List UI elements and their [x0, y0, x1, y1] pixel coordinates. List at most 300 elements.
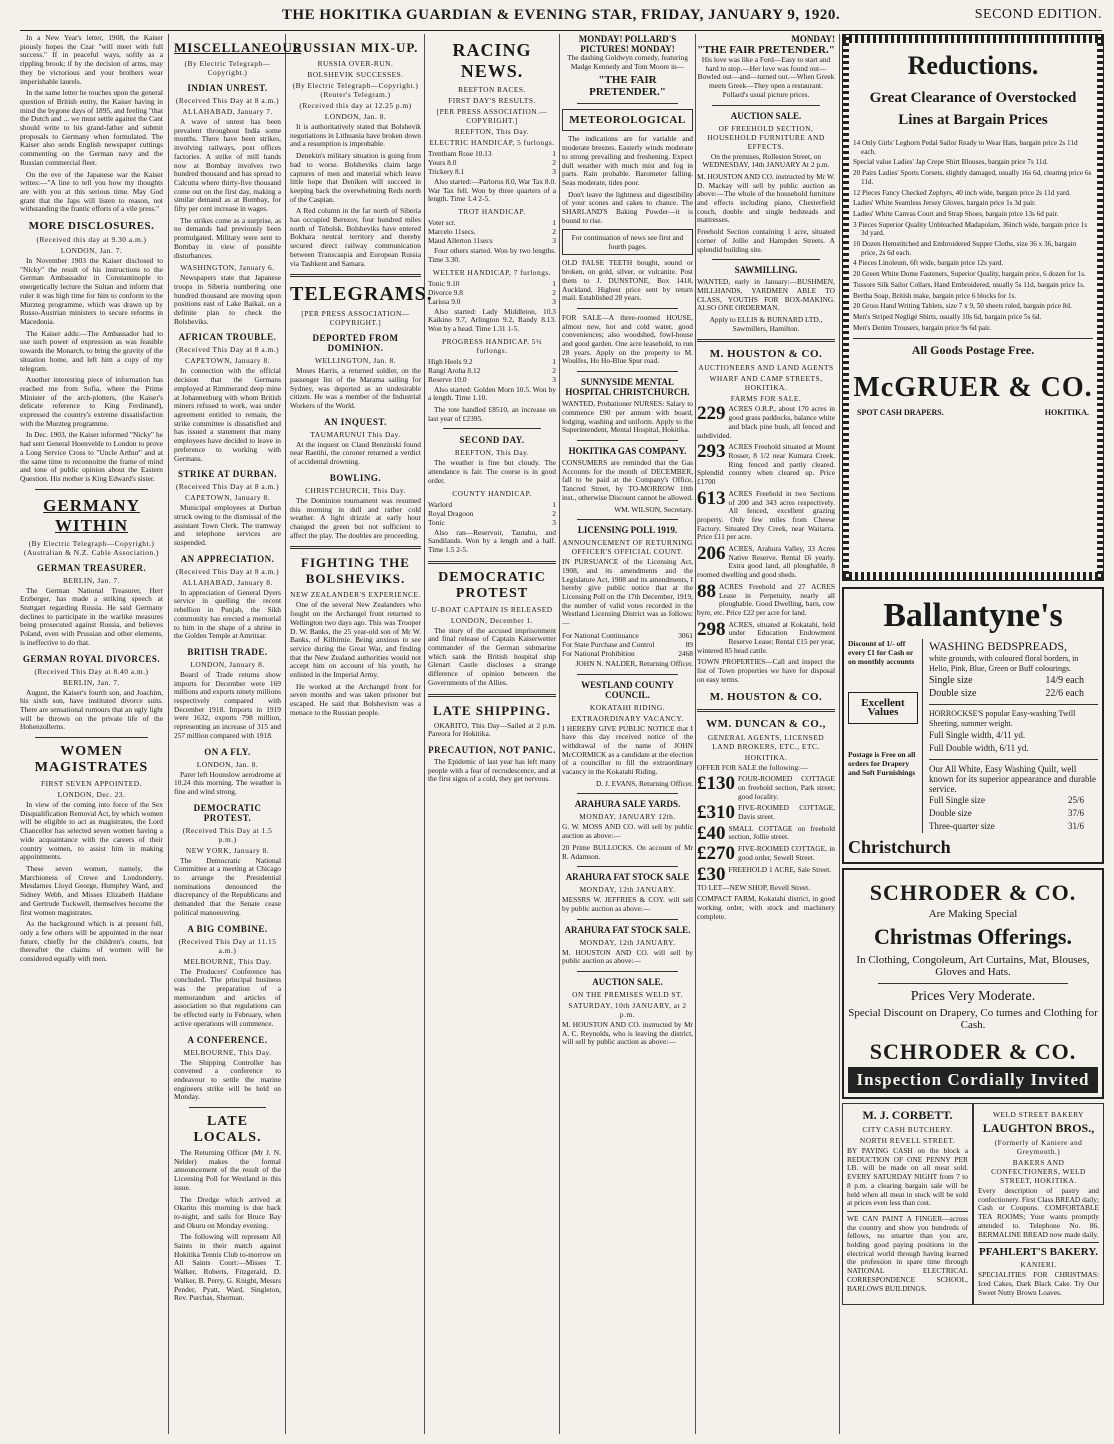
list-item: 4 Pieces Linoleum, 6ft wide, bargain price 12s yard.	[853, 259, 1004, 268]
dateline: LONDON, Jan. 8.	[324, 112, 387, 121]
headline-licensing-poll: LICENSING POLL 1919.	[577, 525, 678, 536]
farm-list	[697, 405, 835, 655]
subline: (Received This Day at 1.5 p.m.)	[182, 825, 273, 844]
sheeting-price-a: Full Single width, 4/11 yd.	[929, 730, 1026, 740]
ballantynes-left	[848, 639, 923, 833]
headline-gas: HOKITIKA GAS COMPANY.	[568, 445, 687, 456]
horse-name: Tonic	[428, 517, 445, 527]
article-para: Also started:—Parlorus 8.0, War Tax 8.0. War Tax fell. Won by three quarters of a length. Time 1.4 2-5.	[428, 177, 556, 204]
horse-name: Trentham Rose 10.13	[428, 149, 492, 158]
list-item	[697, 775, 835, 801]
dateline: LONDON, December 1.	[450, 615, 534, 625]
horse-name: Yours 8.0	[428, 158, 457, 167]
list-item	[697, 822, 835, 844]
county-text: I HEREBY GIVE PUBLIC NOTICE that I have this day received notice of the withdrawal of the name of JOHN McCORMICK as a candidate at the election of a councillor to fill the extraordinary vacancy in the Kokatahi Riding.	[562, 723, 693, 777]
poll-label: For National Continuance	[562, 630, 639, 640]
sheeting-head: HORROCKSE'S popular Easy-washing Twill Sheeting, summer weight.	[929, 709, 1076, 728]
horse-name: Larissa 9.0	[428, 296, 461, 306]
ad-gold: OLD FALSE TEETH bought, sound or broken, on gold, silver, or vulcanite. Post them to J. DUNSTONE, Box 1418, Auckland. Highest price sent by return mail. Established 28 years.	[562, 258, 693, 303]
farm-acres: 613	[697, 487, 726, 509]
auction-text: On the premises, Rolleston Street, on WEDNESDAY, 14th JANUARY At 2 p.m.	[702, 151, 830, 170]
corbett-name: M. J. CORBETT.	[862, 1108, 953, 1122]
headline-inquest: AN INQUEST.	[324, 416, 387, 427]
houston-note: Freehold Section containing 1 acre, situated corner of Jollie and Hampden Streets. A splendid building site.	[697, 227, 835, 254]
dateline: BERLIN, Jan. 7.	[63, 575, 120, 585]
electrical-ad: WE CAN PAINT A FINGER—across the country and show you hundreds of fellows, no smarter than you are, holding good paying positions in the electrical world through having learned the profession in spare time through NATIONAL ELECTRICAL CORRESPONDENCE SCHOOL, BARLOWS BUILDINGS.	[847, 1213, 968, 1293]
corbett-ad	[842, 1103, 973, 1305]
article-para: The story of the accused imprisonment and final release of Captain Kaiserwetter commander of the German submarine which sank the British hospital ship Glenart Castle discloses a strange difference of opinion between the Governments of the Allies.	[428, 625, 556, 687]
sawmill-sign: Apply to ELLIS & BURNARD LTD., Sawmillers, Hamilton.	[709, 315, 823, 333]
houston-head: M. HOUSTON & CO.	[709, 348, 823, 361]
headline-second-day: SECOND DAY.	[459, 435, 525, 446]
placing: 2	[552, 287, 556, 297]
article-para: These seven women, namely, the Marchioness of Crewe and Londonderry, Mesdames Lloyd George, Humphry Ward, and Sidney Webb, and Misses Elizabeth Haldane and Gertrude Tuckwell, themselves become the first women magistrates.	[20, 864, 163, 917]
horse-name: Rangi Aroha 8.12	[428, 365, 481, 375]
list-item: Ladies' White Canvas Court and Strap Shoes, bargain price 13s 6d pair.	[853, 209, 1059, 218]
subline: CITY CASH BUTCHERY.	[862, 1125, 953, 1134]
article-para: Also started: Lady Middleton, 10.3 Kaikino 9.7, Arlington 9.2, Randy 8.13. Won by a head. Time 1.31 1-5.	[428, 306, 556, 333]
dateline: BERLIN, Jan. 7.	[63, 677, 120, 687]
headline-precaution: PRECAUTION, NOT PANIC.	[428, 744, 556, 755]
dateline: CAPETOWN, January 8.	[185, 493, 270, 503]
article-para: In November 1903 the Kaiser disclosed to "Nicky" the result of his instructions to the German Ambassador in Constantinople to energetically lecture the Sultan and inform that ruler it was high time for him to conform to the Murzteg programme, which was drawn up by Russo-Austrian ministers to secure reforms in Macedonia.	[20, 256, 163, 326]
headline-arahura-2: ARAHURA FAT STOCK SALE.	[564, 924, 691, 935]
farm-acres: 293	[697, 441, 726, 463]
placing: 3	[552, 374, 556, 384]
headline-democratic-protest-2: DEMOCRATIC PROTEST	[438, 569, 546, 601]
size-row	[929, 794, 1098, 807]
list-item	[562, 640, 693, 649]
sheeting-price-b: Full Double width, 6/11 yd.	[929, 743, 1029, 753]
reductions-ad	[842, 34, 1104, 581]
dateline: CAPETOWN, January 8.	[185, 356, 270, 366]
article-para: In Dec. 1903, the Kaiser informed "Nicky" he had sent General Hoenvelde to London to prove a Long Service Cross to "Uncle Arthur" and at the same time to reconnoitre the frame of mind and tone of public opinion about the Eastern Question. His mother is King Edward's sister.	[20, 430, 163, 483]
subline: BOLSHEVIK SUCCESSES.	[307, 70, 404, 79]
headline-late-shipping: LATE SHIPPING.	[433, 702, 551, 718]
mcgruer-name: McGRUER & CO.	[853, 372, 1093, 404]
laughton-name: LAUGHTON BROS.,	[982, 1121, 1095, 1135]
ballantynes-right	[923, 639, 1098, 833]
race-title: WELTER HANDICAP, 7 furlongs.	[432, 267, 552, 277]
size-label: Three-quarter size	[929, 821, 995, 831]
duncan-head: WM. DUNCAN & CO.,	[706, 717, 826, 730]
masthead-title: THE HOKITIKA GUARDIAN & EVENING STAR, FRIDAY, JANUARY 9, 1920.	[281, 7, 841, 23]
size-label: Double size	[929, 808, 972, 818]
list-item	[562, 649, 693, 658]
corbett-text: BY PAYING CASH on the block a REDUCTION OF ONE PENNY PER LB. will be made on all meat sold. EVERY SATURDAY NIGHT from 7 to 8 p.m. a clearing bargain sale will be held when all meat in stock will be sold at prices even less than cost.	[847, 1146, 968, 1208]
headline-racing-news: RACING NEWS.	[452, 40, 532, 81]
subline: GENERAL AGENTS, LICENSED LAND BROKERS, ETC., ETC.	[707, 732, 825, 751]
subline: (Received This Day at 8 a.m.)	[175, 482, 280, 492]
dateline: MELBOURNE, This Day.	[183, 1047, 272, 1057]
size-row	[929, 807, 1098, 820]
list-item	[697, 863, 835, 885]
dateline: ALLAHABAD, January 8.	[182, 577, 273, 587]
article-para: As the background which is at present full, only a few others will be appointed in the near future, chiefly for the children's courts, but thereafter the claims of women will be considered equally with men.	[20, 919, 163, 964]
article-para: The Epidemic of last year has left many people with a fear of recrudescence, and at the first signs of a cold, they get nervous.	[428, 756, 556, 784]
subline: MONDAY, 12th JANUARY.	[579, 937, 676, 947]
ballantynes-ad	[842, 587, 1104, 864]
column-5	[562, 34, 693, 1434]
poll-votes: 3061	[678, 630, 693, 640]
list-item	[428, 236, 556, 245]
article-para: A Red column in the far north of Siberia has occupied Berezov, four hundred miles north of Tobolsk. Bolsheviks have entered Bokhara neutral territory and thereby secured direct railway communication between Transcaspia and European Russia via Tashkent and Samara.	[290, 206, 421, 268]
headline-germany-within: GERMANY WITHIN	[43, 495, 140, 535]
article-para: Newspapers state that Japanese troops in Siberia numbering one hundred thousand are moving upon positions east of Lake Baikal, on a definite plan to check the Bolsheviks.	[174, 273, 281, 326]
article-para: The Shipping Controller has convened a conference to endeavour to settle the marine engineers strike will be held on Monday.	[174, 1057, 281, 1102]
fat-text: MESSRS W. JEFFRIES & COY. will sell by public auction as above:—	[562, 895, 693, 913]
farm-text: ACRES Freehold and 27 ACRES Lease in Perpetuity, nearly all ploughable. Good Dwelling, barn, cow byre, etc. Price £22 per acre for land.	[697, 581, 835, 617]
headline-arahura-yards: ARAHURA SALE YARDS.	[574, 799, 681, 810]
placing: 1	[552, 278, 556, 288]
list-item	[697, 487, 835, 542]
bedspreads-head: WASHING BEDSPREADS,	[929, 639, 1068, 653]
subline: ON THE PREMISES WELD ST.	[572, 990, 683, 1000]
price-text: FIVE-ROOMED COTTAGE, Davis street.	[738, 803, 835, 822]
headline-russian-mixup: RUSSIAN MIX-UP.	[292, 40, 419, 55]
list-item	[697, 618, 835, 656]
list-item	[697, 802, 835, 824]
poll-label: For National Prohibition	[562, 648, 635, 658]
article-para: Four others started. Won by two lengths. Time 3.30.	[428, 246, 556, 264]
compact-farm: COMPACT FARM, Kokatahi district, in good working order, with stock and machinery complete.	[697, 894, 835, 921]
meteorological-box	[562, 109, 693, 131]
list-item	[697, 843, 835, 865]
race-results	[428, 500, 556, 527]
race-title: TROT HANDICAP.	[458, 207, 526, 217]
headline-auction-weld: AUCTION SALE.	[592, 977, 663, 988]
dateline: TAUMARUNUI This Day.	[310, 429, 401, 439]
auction-text: M. HOUSTON AND CO. instructed by Mr A. C. Reynolds, who is leaving the district, will sell by public auction as above:—	[562, 1020, 693, 1047]
column-2	[174, 34, 302, 1434]
dateline: LONDON, Jan. 7.	[60, 246, 123, 256]
subline: (Received This Day at 8 a.m.)	[175, 96, 280, 105]
headline-sawmilling: SAWMILLING.	[734, 265, 798, 276]
article-para: On the eve of the Japanese war the Kaiser writes:—"A line to tell you how my thoughts are with you at this serious time. May God grant that the Japs will listen to reason, not withstanding the frantic efforts of a vile press."	[20, 169, 163, 214]
article-para: The weather is fine but cloudy. The attendance is fair. The course is in good order.	[428, 458, 556, 485]
farm-text: ACRES Freehold in two Sections of 200 and 343 acres respectively. All fenced, excellent grazing property. Only few miles from Cheese Factory. Situated Dry Creek, near Waitarra. Price £11 per acre.	[697, 488, 835, 542]
subline: (Received This Day at 11.15 a.m.)	[178, 936, 277, 955]
dateline: LONDON, January 8.	[190, 659, 265, 669]
subline: RUSSIA OVER-RUN.	[317, 59, 394, 68]
list-item: 14 Only Girls' Leghorn Pedal Sailor Ready to Wear Hats, bargain price 2s 11d each.	[853, 139, 1078, 156]
list-item: Bertha Soap, British make, bargain price 6 blocks for 1s.	[853, 291, 1017, 300]
horse-name: Divorce 9.8	[428, 287, 463, 297]
list-item: Men's Denim Trousers, bargain price 9s 6d pair.	[853, 323, 991, 332]
quilt-head: Our All White, Easy Washing Quilt, well known for its superior appearance and durable service.	[929, 764, 1096, 794]
race-title: COUNTY HANDICAP.	[452, 488, 532, 498]
list-item: Ladies' White Seamless Jersey Gloves, bargain price 1s 3d pair.	[853, 199, 1036, 208]
subline: FIRST SEVEN APPOINTED.	[40, 779, 142, 789]
subline: (By Electric Telegraph—Copyright.) (Reuter's Telegram.)	[292, 81, 419, 99]
horse-name: Reserve 10.0	[428, 374, 467, 384]
dateline: ALLAHABAD, January 7.	[182, 107, 273, 116]
headline-royal-divorces: GERMAN ROYAL DIVORCES.	[22, 653, 161, 664]
list-item: 20 Pairs Ladies' Sports Corsets, slightly damaged, usually 16s 6d, clearing price 6s 11d.	[853, 169, 1092, 186]
list-item	[697, 545, 835, 580]
horse-name: Maud Allerton 11secs	[428, 236, 493, 246]
town-properties: TOWN PROPERTIES—Call and inspect the list of Town properties we have for disposal on easy terms.	[697, 657, 835, 684]
laughton-text: Every description of pastry and confectionery. First Class BREAD daily; Cash or Coupons. COMFORTABLE TEA ROOMS; Your wants promptly attended to. Telephone No. 86. BERMALINE BREAD now made daily.	[978, 1186, 1099, 1239]
list-item	[428, 288, 556, 297]
placing: 3	[552, 167, 556, 176]
reductions-subtitle: Great Clearance of Overstocked Lines at Bargain Prices	[869, 90, 1077, 128]
price: £310	[697, 802, 735, 824]
list-item	[428, 158, 556, 167]
size-price: 14/9 each	[1045, 675, 1084, 686]
list-item: Special value Ladies' Jap Crepe Shirt Blouses, bargain price 7s 11d.	[853, 158, 1048, 167]
placing: 1	[552, 356, 556, 366]
price: £40	[697, 822, 726, 844]
schroder-sub1: Are Making Special	[928, 908, 1018, 920]
list-item: 10 Dozen Hemstitched and Embroidered Supper Cloths, size 36 x 36, bargain price, 2s 6d each.	[853, 240, 1077, 257]
farm-text: ACRES O.R.P., about 170 acres in good grass paddocks, balance white and black pine bush, all fenced and subdivided.	[697, 404, 835, 440]
ballantynes-title: Ballantyne's	[883, 597, 1063, 634]
farm-acres: 206	[697, 543, 726, 565]
list-item	[428, 357, 556, 366]
subline: [PER PRESS ASSOCIATION.—COPYRIGHT.]	[436, 107, 548, 125]
schroder-xmas: Christmas Offerings.	[874, 924, 1072, 949]
list-item	[428, 366, 556, 375]
column-1	[20, 34, 163, 1434]
subline: WELD STREET BAKERY	[993, 1110, 1084, 1119]
pictures-ad-title: MONDAY! POLLARD'S PICTURES! MONDAY!	[578, 34, 677, 54]
ballantynes-discount: Discount of 1/- off every £1 for Cash or on monthly accounts	[848, 639, 915, 666]
county-sign: D. J. EVANS, Returning Officer.	[595, 778, 693, 788]
mcgruer-left: SPOT CASH DRAPERS.	[857, 408, 944, 418]
column-7	[842, 34, 1104, 1434]
size-price: 37/6	[1067, 808, 1084, 818]
horse-name: Marcelo 11secs.	[428, 227, 476, 237]
headline-deported: DEPORTED FROM DOMINION.	[312, 333, 399, 354]
headline-more-disclosures: MORE DISCLOSURES.	[28, 220, 155, 233]
pfahlert-text: SPECIALITIES FOR CHRISTMAS: Iced Cakes, Dark Black Cake. Try Our Sweet Nutty Brown Loaves.	[978, 1270, 1099, 1297]
dateline: LONDON, Dec. 23.	[57, 790, 126, 800]
placing: 1	[552, 149, 556, 158]
article-para: The strikes come as a surprise, as no demands had previously been promulgated. Military were sent to Bombay in view of possible disturbances.	[174, 215, 281, 260]
houston-footer: M. HOUSTON & CO.	[709, 690, 823, 703]
article-para: Board of Trade returns show imports for December were 169 millions and exports ninety millions respectively compared with December 1918. Imports in 1919 were 1632, exports 798 million, representing an increase of 315 and 257 million compared with 1918.	[174, 669, 281, 740]
headline-appreciation: AN APPRECIATION.	[180, 553, 275, 564]
price: £130	[697, 773, 735, 795]
list-item	[428, 375, 556, 384]
masthead-edition: SECOND EDITION.	[974, 7, 1102, 22]
dateline: LONDON, Jan. 8.	[196, 759, 259, 769]
placing: 2	[552, 508, 556, 518]
list-item	[697, 443, 835, 487]
pictures-ad-text: The dashing Goldwyn comedy, featuring Madge Kennedy and Tom Moore in—	[567, 53, 688, 71]
farm-text: ACRES, Arahura Valley, 33 Acres Native Reserve. Rental £6 yearly. Extra good land, all ploughable, 8 roomed dwelling and good sheds.	[697, 544, 835, 580]
horse-name: High Heels 9.2	[428, 356, 473, 366]
arahura-text: G. W. MOSS AND CO. will sell by public auction as above:—	[562, 822, 693, 841]
subline: OF FREEHOLD SECTION, HOUSEHOLD FURNITURE AND EFFECTS.	[707, 123, 825, 151]
list-item: 3 Pieces Superior Quality Unbleached Madapolam, 36inch wide, bargain price 1s 3d yard.	[853, 220, 1088, 238]
headline-late-locals: LATE LOCALS.	[193, 1114, 262, 1146]
price: £30	[697, 863, 726, 885]
size-price: 25/6	[1067, 795, 1084, 805]
schroder-name-2: SCHRODER & CO.	[869, 1039, 1077, 1064]
column-4	[428, 34, 556, 1434]
subline: AUCTIONEERS AND LAND AGENTS	[698, 363, 834, 373]
article-para: He worked at the Archangel front for seven months and was taken prisoner but escaped. He said that Bolshevism was a menace to the Russian people.	[290, 681, 421, 717]
column-3	[290, 34, 433, 1434]
horse-name: Tonic 9.10	[428, 278, 460, 288]
article-para: The tote handled £8510, an increase on last year of £2395.	[428, 405, 556, 423]
subline: KANIERI.	[1020, 1260, 1057, 1270]
list-item	[697, 405, 835, 440]
article-para: At the inquest on Claud Benzinski found near Raetihi, the coroner returned a verdict of accidental drowning.	[290, 439, 421, 467]
schroder-sub2: In Clothing, Congoleum, Art Curtains, Mat, Blouses, Gloves and Hats.	[856, 954, 1090, 978]
list-item: Tussore Silk Sailor Collars, Hand Embroidered, usually 5s 11d, bargain price 1s.	[853, 280, 1085, 289]
dateline: WASHINGTON, January 6.	[180, 263, 275, 273]
size-row	[929, 674, 1098, 687]
article-para: Denekin's military situation is going from bad to worse. Bolsheviks claim large captures of men and material which leave little hope that Deniken will succeed in keeping back the overwhelming Reds north of the Caspian.	[290, 151, 421, 204]
article-para: Also ran—Reservoir, Tautahu, and Sandilands. Won by a length and a half. Time 1.5 2-5.	[428, 527, 556, 554]
subline: (Received this day at 12.25 p.m)	[299, 101, 412, 110]
race-results	[428, 149, 556, 176]
headline-miscellaneous: MISCELLANEOUS	[174, 40, 302, 55]
ad-gas: CONSUMERS are reminded that the Gas Accounts for the month of DECEMBER, fall to be paid at the Company's Office, Tancred Street, by TO-MORROW 10th inst., otherwise Discount cannot be allowed.	[562, 457, 693, 502]
ballantynes-values: Excellent Values	[848, 692, 918, 724]
headline-county-council: WESTLAND COUNTY COUNCIL.	[581, 679, 674, 700]
subline: SATURDAY, 10th JANUARY, at 2 p.m.	[568, 1001, 687, 1020]
arahura2-text: M. HOUSTON AND CO. will sell by public auction as above:—	[562, 947, 693, 966]
race-title: PROGRESS HANDICAP, 5½ furlongs.	[441, 336, 543, 355]
dateline: REEFTON, This Day.	[454, 448, 530, 458]
poll-votes: 89	[685, 639, 693, 649]
article-para: In connection with the official decision that the Germans employed at Rimmerand deep mine at Johannesburg with whom British miners refused to work, was under agreement entitled to remain, the strike committee is dissatisfied and has issued a statement that many employees have decided to leave in preference to working with Germans.	[174, 366, 281, 463]
headline-democratic-protest: DEMOCRATIC PROTEST.	[193, 802, 262, 823]
article-para: The following will represent All Saints in their match against Hokitika Tennis Club to-morrow on All Saints Court:—Misses T. Walker, Roberts, Fitzgerald, D. Walker, B. Perry, G. Knight, Messrs Pender, Pyatt, Ward, Singleton, Rev. Purchas, Sherman.	[174, 1232, 281, 1303]
article-para: One of the several New Zealanders who fought on the Archangel front returned to Wellington two days ago. This was Trooper D. W. Banks, the 25 year-old son of Mr W. Banks, of Kilbirnie. Being anxious to see service during the Great War, and finding that the New Zealand authorities would not accept him on account of his youth, he enlisted in the Imperial Army.	[290, 600, 421, 680]
subline: KOKATAHI RIDING.	[589, 702, 666, 712]
poll-results	[562, 631, 693, 658]
list-item	[697, 580, 835, 618]
price: £270	[697, 843, 735, 865]
race-title: ELECTRIC HANDICAP, 5 furlongs.	[429, 138, 555, 147]
size-label: Single size	[929, 675, 973, 686]
subline: FIRST DAY'S RESULTS.	[448, 96, 536, 105]
headline-big-combine: A BIG COMBINE.	[187, 923, 268, 934]
subline: FARMS FOR SALE.	[730, 394, 802, 404]
headline-women-magistrates: WOMEN MAGISTRATES	[34, 744, 149, 776]
poll-label: For State Purchase and Control	[562, 639, 655, 649]
ballantynes-city: Christchurch	[848, 837, 951, 857]
column-6	[697, 34, 835, 1434]
placing: 1	[552, 218, 556, 228]
placing: 3	[552, 296, 556, 306]
subline: (Received this day at 9.30 a.m.)	[36, 235, 147, 245]
article-para: In the same letter he touches upon the general question of British entity, the Kaiser having in mind the bygone days of 1895, and feeling "that the Dutch and ... we must settle against the Cant should write to his grand-father and submit proposals to Germany when formulated. The Kaiser also sends English newspaper cuttings commenting on the German navy and the Russian commercial fleet.	[20, 88, 163, 167]
subline: [PER PRESS ASSOCIATION—COPYRIGHT.]	[301, 309, 410, 328]
schroder-sub3: Special Discount on Drapery, Co tumes and Clothing for Cash.	[848, 1007, 1098, 1031]
list-item	[428, 149, 556, 158]
subline: (Received This Day at 8 a.m.)	[175, 345, 280, 355]
subline: REEFTON RACES.	[458, 85, 526, 94]
subline: MONDAY, JANUARY 12th.	[579, 812, 676, 822]
size-price: 22/6 each	[1045, 688, 1084, 699]
subline: MONDAY, 12th JANUARY.	[579, 885, 676, 895]
article-para: Parer left Hounslow aerodrome at 10.24 this morning. The weather is fine and wind strong.	[174, 769, 281, 796]
placing: 2	[552, 365, 556, 375]
sawmill-text: WANTED, early in January:—BUSHMEN, MILLHANDS, YARDMEN ABLE TO CLASS, YOUTHS FOR BOX-MAKING. ALSO ONE ORDERMAN.	[697, 277, 835, 313]
price-list	[697, 773, 835, 885]
ad-sunnyside: WANTED, Probationer NURSES: Salary to commence £90 per annum with board, lodging, washing and uniform. Apply to the Superintendent, Mental Hospital, Hokitika.	[562, 399, 693, 435]
article-para: The Dominion tournament was resumed this morning in dull and rather cold weather. A light drizzle at early hour changed the green but not sufficient to affect the play. The doubles are proceeding.	[290, 495, 421, 540]
subline: NEW ZEALANDER'S EXPERIENCE.	[290, 590, 421, 600]
article-para: In a New Year's letter, 1908, the Kaiser piously hopes the Czar "will meet with full success." If in peaceful ways, softly as a rippling brook; if by the decision of arms, may they be victorious and your brothers wear imperishable laurels.	[20, 33, 163, 86]
price-text: FREEHOLD 1 ACRE, Sale Street.	[728, 864, 832, 874]
poll-votes: 2468	[678, 648, 693, 658]
bedspreads-text: white grounds, with coloured floral borders, in Helio, Pink, Blue, Green or Buff colourings.	[929, 654, 1079, 673]
article-para: August, the Kaiser's fourth son, and Joachim, his sixth son, have instituted divorce suits. There are sensational rumours that an ugly light will be thrown on the private life of the Hohenzollerns.	[20, 687, 163, 732]
list-item: Men's Striped Negligé Shirts, usually 10s 6d, bargain price 5s 6d.	[853, 312, 1042, 321]
placing: 2	[552, 227, 556, 237]
headline-strike-durban: STRIKE AT DURBAN.	[178, 469, 277, 480]
subline: U-BOAT CAPTAIN IS RELEASED	[431, 604, 553, 614]
mcgruer-sub	[853, 408, 1093, 417]
headline-bowling: BOWLING.	[329, 472, 382, 483]
race-results	[428, 218, 556, 245]
size-row	[929, 820, 1098, 833]
subline: EXTRAORDINARY VACANCY.	[571, 713, 684, 723]
subline: (Received This Day at 8 a.m.)	[175, 566, 280, 576]
horse-name: Warlord	[428, 499, 453, 509]
race-results	[428, 357, 556, 384]
dateline: CHRISTCHURCH, This Day.	[305, 485, 406, 495]
laughton-ad	[973, 1103, 1104, 1305]
schroder-name: SCHRODER & CO.	[869, 880, 1077, 905]
bottom-ads	[842, 1103, 1104, 1305]
subline: (Received This Day at 8.40 a.m.)	[34, 666, 149, 676]
subline: BAKERS AND CONFECTIONERS, WELD STREET, HOKITIKA.	[991, 1158, 1086, 1185]
list-item: 20 Gross Hand Writing Tablets, size 7 x 9, 50 sheets ruled, bargain price 8d.	[853, 302, 1072, 311]
list-item: 12 Pieces Fancy Checked Zephyrs, 40 inch wide, bargain price 2s 11d yard.	[853, 188, 1071, 197]
duncan-offer: OFFER FOR SALE the following:—	[697, 762, 808, 772]
poll-sign: JOHN N. NALDER, Returning Officer.	[575, 658, 693, 668]
article-para: Also started: Golden Morn 10.5. Won by a length. Time 1.10.	[428, 384, 556, 403]
size-label: Double size	[929, 688, 977, 699]
pictures-ad-desc: His love was like a Ford—Easy to start and hard to stop.—Her love was found out—Bowled out—and—turned out.—When Greek meets Greek—They open a restaurant. Pollard's usual picture prices.	[697, 55, 835, 99]
farm-acres: 88	[697, 580, 716, 602]
article-para: Another interesting piece of information has reached me from Sofia, where the Prime Minister of the arch-plotters, (the Kaiser's delicate reference to King Ferdinand), expressed the country's extreme dissatisfaction with the Murzteg programme.	[20, 375, 163, 428]
horse-name: Trickery 8.1	[428, 167, 465, 176]
subline: (By Electric Telegraph—Copyright.)	[184, 59, 271, 77]
farm-acres: 229	[697, 403, 726, 425]
placing: 3	[552, 236, 556, 246]
list-item	[428, 218, 556, 227]
continued-note: For continuation of news see first and fourth pages.	[562, 229, 693, 255]
list-item	[428, 518, 556, 527]
article-para: In appreciation of General Dyers service in quelling the recent rebellion in Punjab, the Sikh community has erected a memorial to him in the shape of a shrine in the Golden Temple at Amritsar.	[174, 587, 281, 641]
headline-sunnyside: SUNNYSIDE MENTAL HOSPITAL CHRISTCHURCH.	[565, 377, 690, 398]
pictures-ad-title-2: MONDAY!	[791, 34, 835, 44]
list-item	[562, 631, 693, 640]
list-item	[428, 279, 556, 288]
pictures-ad-feature-2: "THE FAIR PRETENDER."	[697, 44, 835, 56]
subline: HOKITIKA.	[744, 752, 788, 762]
size-row	[929, 687, 1098, 700]
horse-name: Royal Dragoon	[428, 508, 474, 518]
list-item	[428, 227, 556, 236]
subline: (Formerly of Kaniere and Greymouth.)	[994, 1138, 1083, 1156]
farm-text: ACRES, situated at Kokatahi, held under Education Endowment Reserve Lease; Rental £15 per year, wintered 85 head cattle.	[697, 619, 835, 655]
article-para: The Dredge which arrived at Okarito this morning is due back to-night, and sails for Bruce Bay and Okuru on Monday evening.	[174, 1194, 281, 1230]
headline-german-treasurer: GERMAN TREASURER.	[36, 562, 147, 573]
article-para: The Kaiser adds:—The Ambassador had to use such power of expression as was feasible towards the Monarch, to bring the gravity of the situation home, and left him a copy of my telegram.	[20, 328, 163, 373]
headline-auction-sale: AUCTION SALE.	[730, 110, 802, 121]
article-para: The Democratic National Committee at a meeting at Chicago to arrange the Presidential nominations denounced the discrepancy of the Republicans and demanded that the Senate cease political manoeuvring.	[174, 855, 281, 917]
